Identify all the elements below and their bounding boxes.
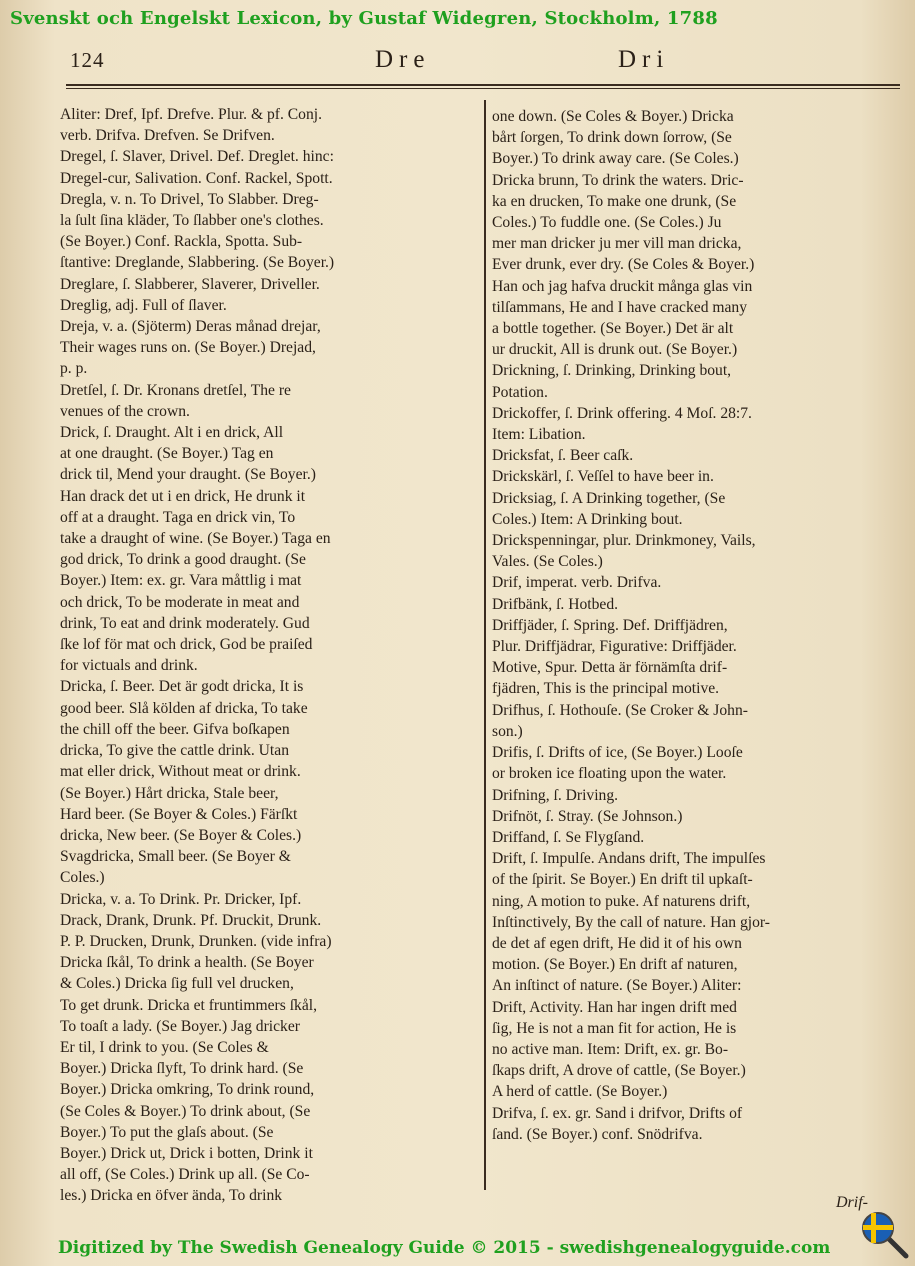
right-column-line: Potation.	[492, 383, 548, 401]
bottom-banner-credit: Digitized by The Swedish Genealogy Guide © 2015 - swedishgenealogyguide.com	[58, 1238, 831, 1258]
right-column-line: no active man. Item: Drift, ex. gr. Bo-	[492, 1040, 729, 1058]
right-column-line: ning, A motion to puke. Af naturens drift,	[492, 892, 751, 910]
right-column-line: Drickspenningar, plur. Drinkmoney, Vails,	[492, 532, 756, 550]
right-column-line: Ever drunk, ever dry. (Se Coles & Boyer.)	[492, 256, 755, 274]
left-column-line: take a draught of wine. (Se Boyer.) Taga en	[60, 530, 331, 548]
left-column-line: Dretſel, ſ. Dr. Kronans dretſel, The re	[60, 381, 291, 399]
left-column-line: drink, To eat and drink moderately. Gud	[60, 614, 310, 632]
right-column-line: Drifva, ſ. ex. gr. Sand i drifvor, Drifts of	[492, 1104, 743, 1122]
right-column-line: An inſtinct of nature. (Se Boyer.) Aliter:	[492, 977, 742, 995]
right-column-line: ſkaps drift, A drove of cattle, (Se Boyer.)	[492, 1062, 746, 1080]
right-column-line: de det af egen drift, He did it of his own	[492, 934, 742, 952]
left-column-line: god drick, To drink a good draught. (Se	[60, 551, 306, 569]
left-column-line: P. P. Drucken, Drunk, Drunken. (vide infra)	[60, 932, 332, 950]
right-column-line: Drifning, ſ. Driving.	[492, 786, 619, 804]
right-column-line: Dricksfat, ſ. Beer caſk.	[492, 447, 634, 465]
left-column	[60, 104, 470, 1207]
right-column-line: Han och jag hafva druckit många glas vin	[492, 277, 753, 295]
left-column-line: mat eller drick, Without meat or drink.	[60, 763, 301, 781]
right-column-line: or broken ice floating upon the water.	[492, 765, 727, 783]
running-headword-right: Dri	[618, 46, 670, 73]
left-column-line: verb. Drifva. Drefven. Se Drifven.	[60, 127, 275, 145]
right-column-line: Drift, Activity. Han har ingen drift med	[492, 998, 737, 1016]
right-column-line: fjädren, This is the principal motive.	[492, 680, 720, 698]
right-column-line: mer man dricker ju mer vill man dricka,	[492, 235, 742, 253]
left-column-line: Han drack det ut i en drick, He drunk it	[60, 487, 306, 505]
right-column-line: Drif, imperat. verb. Drifva.	[492, 574, 662, 592]
left-column-line: Svagdricka, Small beer. (Se Boyer &	[60, 848, 291, 866]
left-column-line: (Se Boyer.) Hårt dricka, Stale beer,	[60, 784, 279, 802]
left-column-line: Dregla, v. n. To Drivel, To Slabber. Dreg-	[60, 190, 319, 208]
left-column-line: for victuals and drink.	[60, 657, 198, 675]
left-column-line: Drick, ſ. Draught. Alt i en drick, All	[60, 424, 284, 442]
left-column-line: drick til, Mend your draught. (Se Boyer.)	[60, 466, 316, 484]
page-number: 124	[70, 48, 105, 72]
left-column-line: och drick, To be moderate in meat and	[60, 593, 300, 611]
right-column-line: ſig, He is not a man fit for action, He is	[492, 1019, 737, 1037]
right-column-line: of the ſpirit. Se Boyer.) En drift til upkaſt-	[492, 871, 753, 889]
left-column-line: Boyer.) Dricka omkring, To drink round,	[60, 1081, 315, 1099]
left-column-line: les.) Dricka en öfver ända, To drink	[60, 1187, 283, 1205]
left-column-line: Dreja, v. a. (Sjöterm) Deras månad drejar,	[60, 318, 321, 336]
catchword: Drif-	[836, 1194, 868, 1211]
right-column-line: Coles.) To fuddle one. (Se Coles.) Ju	[492, 214, 722, 232]
left-column-line: (Se Coles & Boyer.) To drink about, (Se	[60, 1102, 311, 1120]
right-column-line: ſand. (Se Boyer.) conf. Snödrifva.	[492, 1125, 703, 1143]
left-column-line: & Coles.) Dricka ſig full vel drucken,	[60, 975, 294, 993]
left-column-line: la ſult ſina kläder, To ſlabber one's clothes.	[60, 212, 324, 230]
left-column-line: Dreglig, adj. Full of ſlaver.	[60, 296, 227, 314]
right-column-line: Boyer.) To drink away care. (Se Coles.)	[492, 150, 739, 168]
right-column-line: Coles.) Item: A Drinking bout.	[492, 510, 683, 528]
left-column-line: dricka, To give the cattle drink. Utan	[60, 742, 289, 760]
right-column-line: Dricka brunn, To drink the waters. Dric-	[492, 171, 744, 189]
left-column-line: Boyer.) Drick ut, Drick i botten, Drink it	[60, 1144, 313, 1162]
top-banner-title: Svenskt och Engelskt Lexicon, by Gustaf Widegren, Stockholm, 1788	[10, 8, 718, 29]
left-column-line: Coles.)	[60, 869, 105, 887]
right-column-line: Dricksiag, ſ. A Drinking together, (Se	[492, 489, 726, 507]
right-column-line: son.)	[492, 722, 523, 740]
left-column-line: good beer. Slå kölden af dricka, To take	[60, 699, 308, 717]
right-column-line: Inſtinctively, By the call of nature. Han gjor-	[492, 913, 770, 931]
left-column-line: Dricka, v. a. To Drink. Pr. Dricker, Ipf.	[60, 890, 302, 908]
left-column-line: the chill off the beer. Gifva boſkapen	[60, 720, 290, 738]
left-column-line: Dricka ſkål, To drink a health. (Se Boyer	[60, 954, 314, 972]
right-column-line: bårt ſorgen, To drink down ſorrow, (Se	[492, 129, 732, 147]
column-divider	[484, 100, 486, 1190]
left-column-line: Drack, Drank, Drunk. Pf. Druckit, Drunk.	[60, 911, 322, 929]
right-column-line: Drifhus, ſ. Hothouſe. (Se Croker & John-	[492, 701, 748, 719]
left-column-line: off at a draught. Taga en drick vin, To	[60, 508, 296, 526]
right-column-line: a bottle together. (Se Boyer.) Det är alt	[492, 320, 734, 338]
right-column-line: ur druckit, All is drunk out. (Se Boyer.)	[492, 341, 738, 359]
right-column-line: Drift, ſ. Impulſe. Andans drift, The impulſes	[492, 850, 766, 868]
left-column-line: Their wages runs on. (Se Boyer.) Drejad,	[60, 339, 316, 357]
left-column-line: Dreglare, ſ. Slabberer, Slaverer, Driveller.	[60, 275, 320, 293]
running-headword-left: Dre	[375, 46, 431, 73]
right-column-line: motion. (Se Boyer.) En drift af naturen,	[492, 956, 738, 974]
right-column-line: Motive, Spur. Detta är förnämſta drif-	[492, 659, 728, 677]
left-column-line: Dregel-cur, Salivation. Conf. Rackel, Spott.	[60, 169, 333, 187]
left-column-line: ſtantive: Dreglande, Slabbering. (Se Boyer.)	[60, 254, 335, 272]
left-column-line: Aliter: Dref, Ipf. Drefve. Plur. & pf. Conj.	[60, 106, 323, 123]
right-column-line: Driffand, ſ. Se Flygſand.	[492, 828, 645, 846]
left-column-line: dricka, New beer. (Se Boyer & Coles.)	[60, 826, 302, 844]
left-column-line: Boyer.) To put the glaſs about. (Se	[60, 1123, 274, 1141]
right-column-line: Drifnöt, ſ. Stray. (Se Johnson.)	[492, 807, 683, 825]
right-column-line: Drifbänk, ſ. Hotbed.	[492, 595, 619, 613]
left-column-line: Boyer.) Dricka ſlyft, To drink hard. (Se	[60, 1060, 304, 1078]
left-column-line: (Se Boyer.) Conf. Rackla, Spotta. Sub-	[60, 233, 303, 251]
right-column-line: Drifis, ſ. Drifts of ice, (Se Boyer.) Looſe	[492, 744, 743, 762]
left-column-line: Boyer.) Item: ex. gr. Vara måttlig i mat	[60, 572, 302, 590]
page-header	[70, 46, 900, 76]
swedish-flag-magnifier-icon	[858, 1208, 910, 1260]
right-column-line: Drickoffer, ſ. Drink offering. 4 Moſ. 28:7.	[492, 404, 752, 422]
right-column-line: Plur. Driffjädrar, Figurative: Driffjäder.	[492, 638, 737, 656]
header-rule-thin	[66, 88, 900, 89]
left-column-line: all off, (Se Coles.) Drink up all. (Se Co-	[60, 1166, 310, 1184]
left-column-line: To toaſt a lady. (Se Boyer.) Jag dricker	[60, 1017, 300, 1035]
left-column-line: Er til, I drink to you. (Se Coles &	[60, 1038, 269, 1056]
left-column-line: Dregel, ſ. Slaver, Drivel. Def. Dreglet. hinc:	[60, 148, 334, 166]
left-column-line: venues of the crown.	[60, 402, 190, 420]
right-column-line: ka en drucken, To make one drunk, (Se	[492, 192, 737, 210]
left-column-line: To get drunk. Dricka et fruntimmers ſkål,	[60, 996, 317, 1014]
right-column	[492, 106, 900, 1145]
right-column-line: one down. (Se Coles & Boyer.) Dricka	[492, 108, 734, 125]
header-rule	[66, 84, 900, 86]
right-column-line: tilſammans, He and I have cracked many	[492, 298, 748, 316]
right-column-line: Driffjäder, ſ. Spring. Def. Driffjädren,	[492, 616, 728, 634]
left-column-line: Dricka, ſ. Beer. Det är godt dricka, It is	[60, 678, 304, 696]
right-column-line: A herd of cattle. (Se Boyer.)	[492, 1083, 668, 1101]
left-column-line: at one draught. (Se Boyer.) Tag en	[60, 445, 274, 463]
left-column-line: ſke lof för mat och drick, God be praiſed	[60, 636, 313, 654]
right-column-line: Drickning, ſ. Drinking, Drinking bout,	[492, 362, 732, 380]
right-column-line: Vales. (Se Coles.)	[492, 553, 603, 571]
left-column-line: p. p.	[60, 360, 88, 378]
right-column-line: Drickskärl, ſ. Veſſel to have beer in.	[492, 468, 714, 486]
right-column-line: Item: Libation.	[492, 426, 586, 444]
left-column-line: Hard beer. (Se Boyer & Coles.) Färſkt	[60, 805, 298, 823]
